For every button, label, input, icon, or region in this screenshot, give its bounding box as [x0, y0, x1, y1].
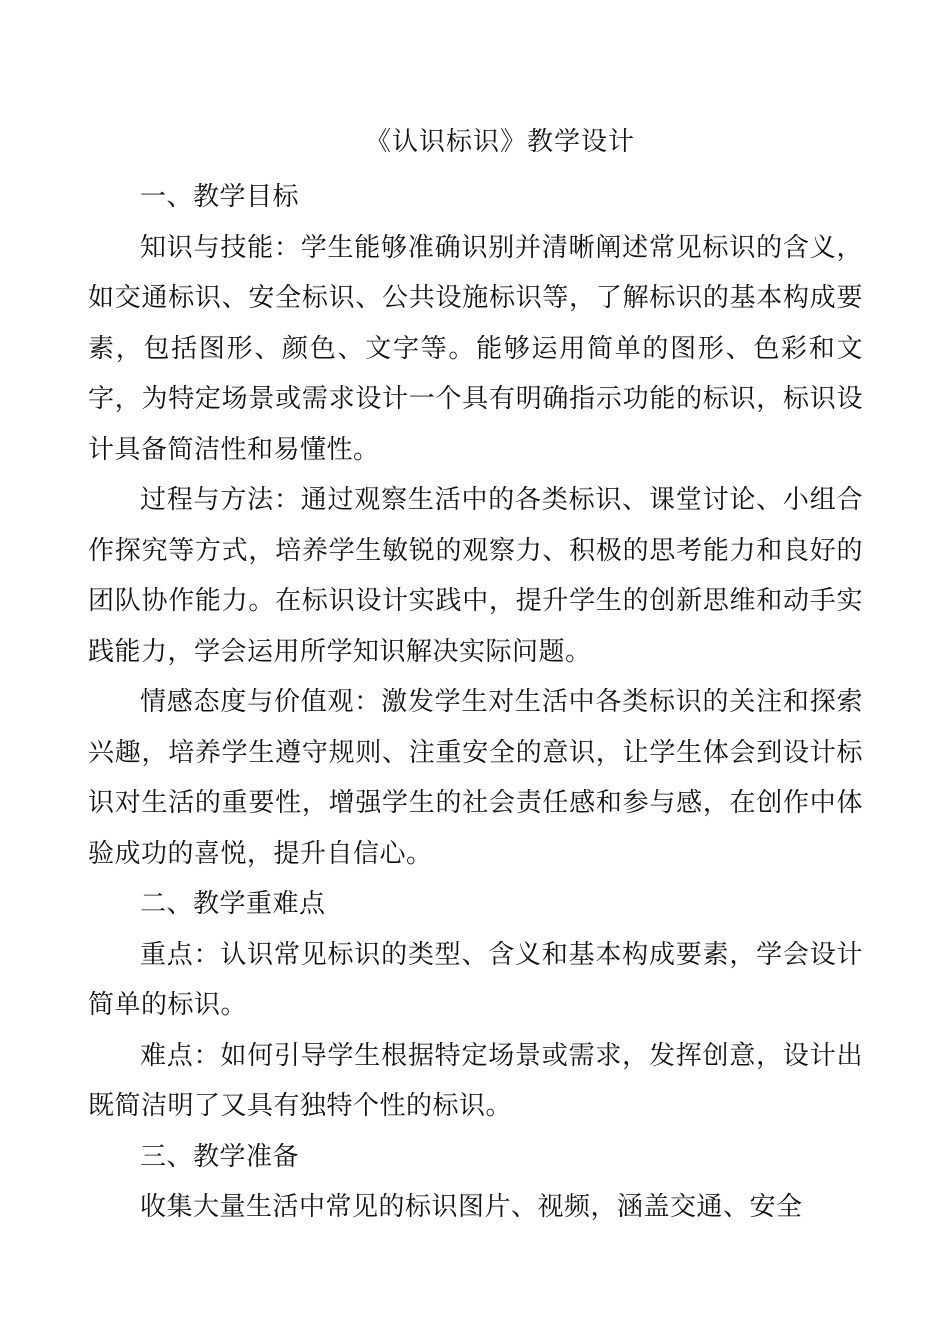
section-heading-objectives: 一、教学目标 [140, 182, 300, 212]
section-heading-preparation: 三、教学准备 [140, 1141, 300, 1172]
paragraph-process-methods: 过程与方法：通过观察生活中的各类标识、课堂讨论、小组合作探究等方式，培养学生敏锐的观察力、积极的思考能力和良好的团队协作能力。在标识设计实践中，提升学生的创新思维和动手实践能力，学会运用所学知识解决实际问题。 [88, 485, 863, 667]
paragraph-emotion-values: 情感态度与价值观：激发学生对生活中各类标识的关注和探索兴趣，培养学生遵守规则、注重安全的意识，让学生体会到设计标识对生活的重要性，增强学生的社会责任感和参与感，在创作中体验成功的喜悦，提升自信心。 [88, 687, 863, 869]
paragraph-key-point: 重点：认识常见标识的类型、含义和基本构成要素，学会设计简单的标识。 [88, 939, 863, 1020]
paragraph-difficult-point: 难点：如何引导学生根据特定场景或需求，发挥创意，设计出既简洁明了又具有独特个性的标识。 [88, 1040, 863, 1121]
section-heading-key-points: 二、教学重难点 [140, 889, 326, 919]
document-body [88, 172, 863, 1233]
document-title: 《认识标识》教学设计 [364, 127, 635, 157]
paragraph-knowledge-skills: 知识与技能：学生能够准确识别并清晰阐述常见标识的含义，如交通标识、安全标识、公共设施标识等，了解标识的基本构成要素，包括图形、颜色、文字等。能够运用简单的图形、色彩和文字，为特定场景或需求设计一个具有明确指示功能的标识，标识设计具备简洁性和易懂性。 [88, 232, 863, 465]
paragraph-preparation: 收集大量生活中常见的标识图片、视频，涵盖交通、安全 [140, 1192, 803, 1222]
